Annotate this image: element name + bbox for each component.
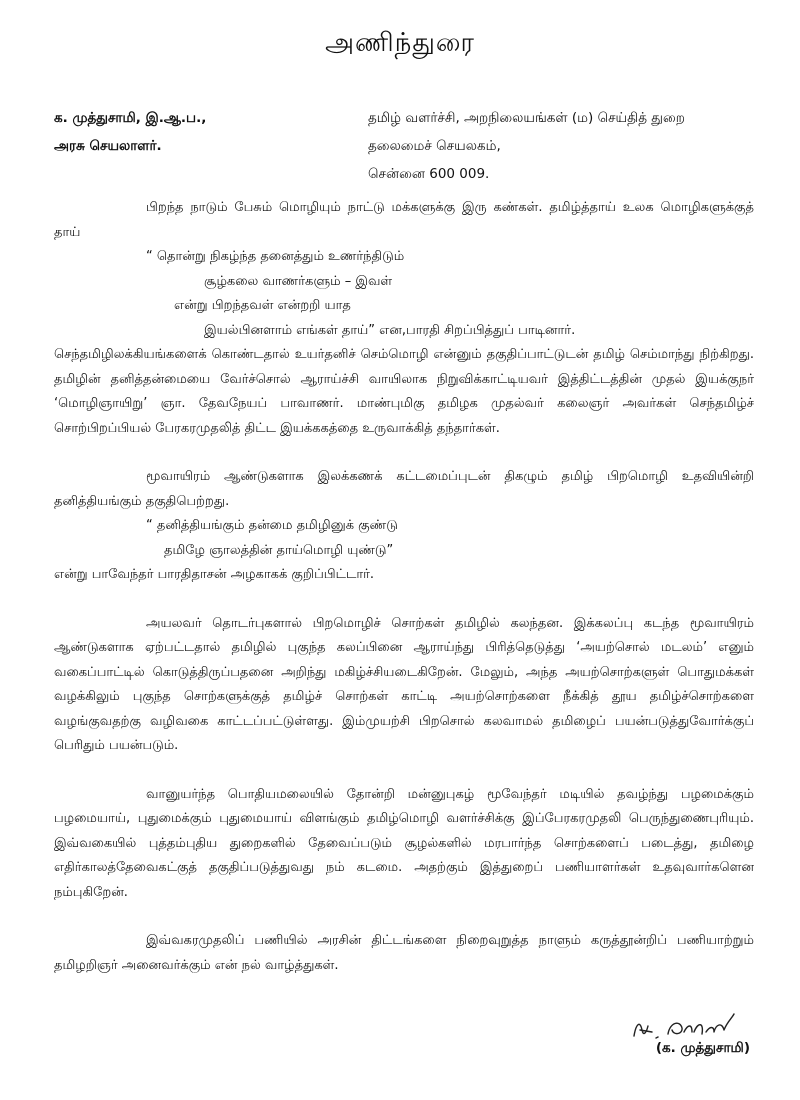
paragraph-3-attribution: என்று பாவேந்தர் பாரதிதாசன் அழகாகக் குறிப்பிட்டார்.: [54, 567, 375, 582]
letter-body: [54, 196, 754, 978]
verse-1-line-2: சூழ்கலை வாணர்களும் – இவள்: [204, 273, 393, 289]
verse-2-line-1: “ தனித்தியங்கும் தன்மை தமிழினுக் குண்டு: [146, 518, 398, 533]
sender-block: [54, 104, 206, 160]
paragraph-4: அயலவர் தொடர்புகளால் பிறமொழிச் சொற்கள் தமிழில் கலந்தன. இக்கலப்பு கடந்த மூவாயிரம் ஆண்டுகளாக ஏற்பட்டதால் தமிழில் புகுந்த கலப்பினை ஆராய்ந்து பிரித்தெடுத்து ‘அயற்சொல் மடலம்’ எனும் வகைப்பாட்டில் கொடுத்திருப்பதனை அறிந்து மகிழ்ச்சியடைகிறேன். மேலும், அந்த அயற்சொற்களுள் பொதுமக்கள் வழக்கிலும் புகுந்த சொற்களுக்குத் தமிழ்ச் சொற்கள் காட்டி அயற்சொற்களை நீக்கித் தூய தமிழ்ச்சொற்களை வழங்குவதற்கு வழிவகை காட்டப்பட்டுள்ளது. இம்முயற்சி பிறசொல் கலவாமல் தமிழைப் பயன்படுத்துவோர்க்குப் பெரிதும் பயன்படும்.: [54, 615, 754, 753]
paragraph-5: வானுயர்ந்த பொதியமலையில் தோன்றி மன்னுபுகழ் மூவேந்தர் மடியில் தவழ்ந்து பழமைக்கும் பழமையாய், புதுமைக்கும் புதுமையாய் விளங்கும் தமிழ்மொழி வளர்ச்சிக்கு இப்பேரகரமுதலி பெருந்துணைபுரியும். இவ்வகையில் புத்தம்புதிய துறைகளில் தேவைப்படும் சூழல்களில் மரபார்ந்த சொற்களைப் படைத்து, தமிழை எதிர்காலத்தேவைகட்குத் தகுதிப்படுத்துவது நம் கடமை. அதற்கும் இத்துறைப் பணியாளர்கள் உதவுவார்களென நம்புகிறேன்.: [54, 786, 754, 900]
paragraph-3: மூவாயிரம் ஆண்டுகளாக இலக்கணக் கட்டமைப்புடன் திகழும் தமிழ் பிறமொழி உதவியின்றி தனித்தியங்கும் தகுதிபெற்றது.: [54, 469, 754, 509]
page-title: அணிந்துரை: [325, 28, 475, 58]
address-line-secretariat: தலைமைச் செயலகம்,: [368, 138, 501, 154]
sender-name: க. முத்துசாமி, இ.ஆ.ப.,: [54, 110, 207, 126]
verse-2-line-2: தமிழே ஞாலத்தின் தாய்மொழி யுண்டு”: [164, 542, 394, 558]
paragraph-6: இவ்வகரமுதலிப் பணியில் அரசின் திட்டங்களை நிறைவுறுத்த நாளும் கருத்தூன்றிப் பணியாற்றும் தமிழறிஞர் அனைவர்க்கும் என் நல் வாழ்த்துகள்.: [54, 933, 754, 973]
handwritten-signature: [628, 1010, 738, 1044]
verse-1-line-3: என்று பிறந்தவள் என்றறி யாத: [174, 298, 351, 313]
address-line-department: தமிழ் வளர்ச்சி, அறநிலையங்கள் (ம) செய்தித் துறை: [368, 110, 685, 126]
address-block: [368, 104, 685, 188]
paragraph-1: பிறந்த நாடும் பேசும் மொழியும் நாட்டு மக்களுக்கு இரு கண்கள். தமிழ்த்தாய் உலக மொழிகளுக்குத் தாய்: [54, 200, 754, 240]
signatory-name: (க. முத்துசாமி): [655, 1040, 750, 1056]
verse-1-line-4: இயல்பினளாம் எங்கள் தாய்” என,பாரதி சிறப்பித்துப் பாடினார்.: [204, 322, 576, 338]
verse-1-line-1: “ தொன்று நிகழ்ந்த தனைத்தும் உணர்ந்திடும்: [146, 249, 405, 264]
address-line-city: சென்னை 600 009.: [368, 166, 490, 182]
sender-designation: அரசு செயலாளர்.: [54, 138, 162, 154]
paragraph-2: செந்தமிழிலக்கியங்களைக் கொண்டதால் உயர்தனிச் செம்மொழி என்னும் தகுதிப்பாட்டுடன் தமிழ் செம்மாந்து நிற்கிறது. தமிழின் தனித்தன்மையை வேர்ச்சொல் ஆராய்ச்சி வாயிலாக நிறுவிக்காட்டியவர் இத்திட்டத்தின் முதல் இயக்குநர் ‘மொழிஞாயிறு’ ஞா. தேவநேயப் பாவாணர். மாண்புமிகு தமிழக முதல்வர் கலைஞர் அவர்கள் செந்தமிழ்ச் சொற்பிறப்பியல் பேரகரமுதலித் திட்ட இயக்ககத்தை உருவாக்கித் தந்தார்கள்.: [54, 347, 754, 436]
